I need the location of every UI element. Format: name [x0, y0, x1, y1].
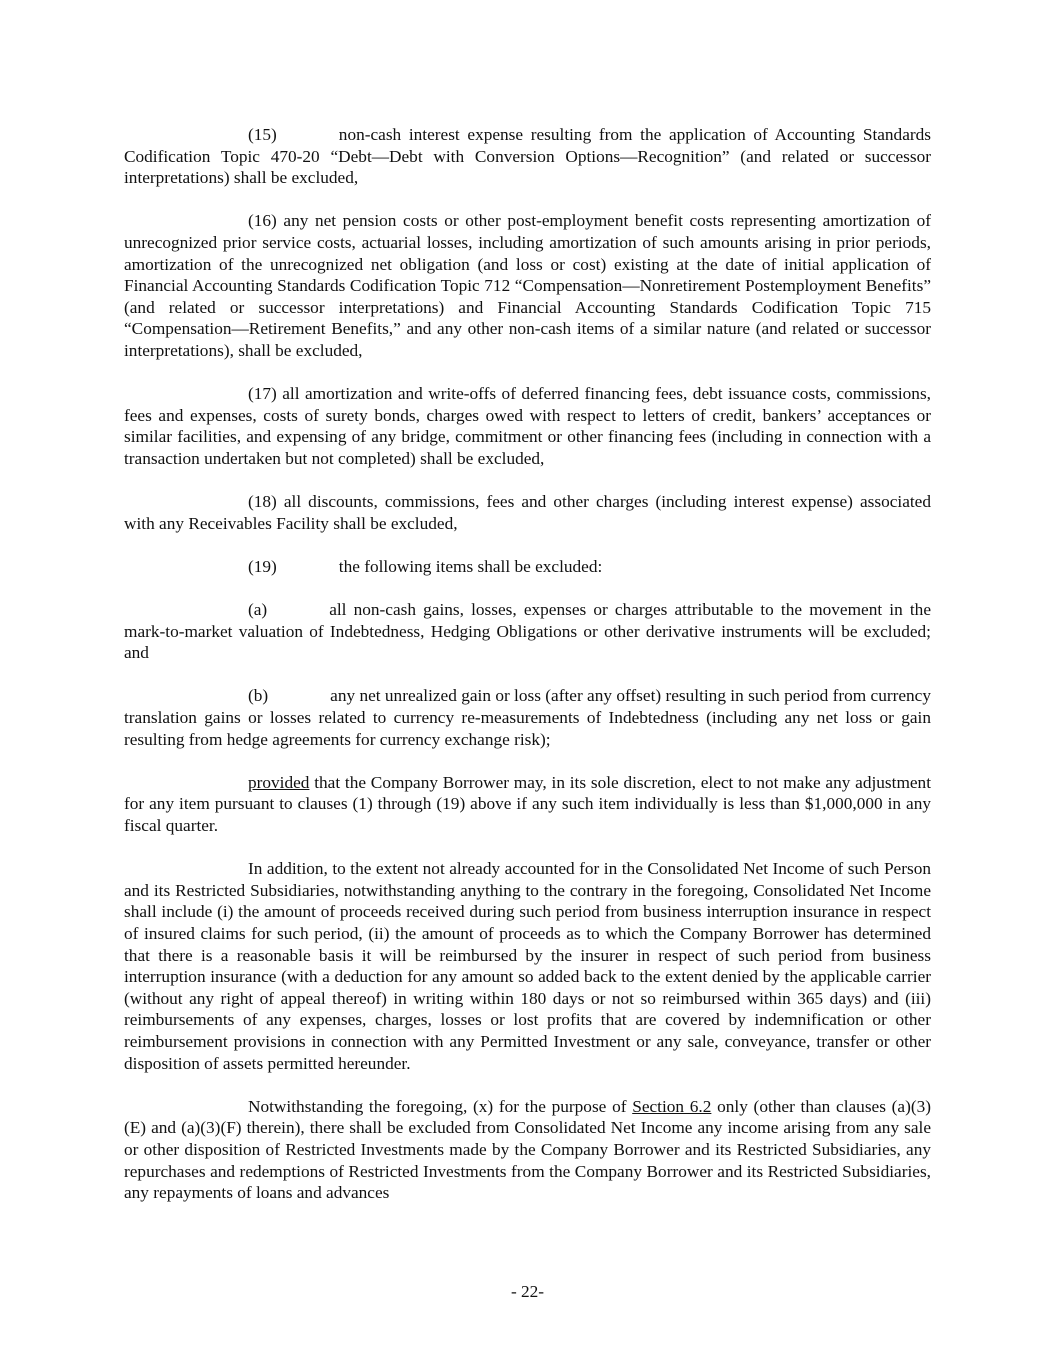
- clause-17: (17) all amortization and write-offs of deferred financing fees, debt issuance costs, commissions, fees and expenses, costs of surety bonds, charges owed with respect to letters of credit, bankers’ acceptances or similar facilities, and expensing of any bridge, commitment or other financing fees (including in connection with a transaction undertaken but not completed) shall be excluded,: [124, 384, 931, 468]
- subclause-a-label: (a): [248, 600, 268, 620]
- subclause-b-label: (b): [248, 686, 269, 706]
- clause-16: (16) any net pension costs or other post-employment benefit costs representing amortization of unrecognized prior service costs, actuarial losses, including amortization of such amounts arising in prior periods, amortization of the unrecognized net obligation (and loss or cost) existing at the date of initial application of Financial Accounting Standards Codification Topic 712 “Compensation—Nonretirement Postemployment Benefits” (and related or successor interpretations) and Financial Accounting Standards Codification Topic 715 “Compensation—Retirement Benefits,” and any other non-cash items of a similar nature (and related or successor interpretations), shall be excluded,: [124, 211, 931, 360]
- subclause-a-text: all non-cash gains, losses, expenses or charges attributable to the movement in the mark-to-market valuation of Indebtedness, Hedging Obligations or other derivative instruments will be excluded; and: [124, 600, 931, 663]
- clause-19-text: the following items shall be excluded:: [338, 556, 603, 576]
- section-reference-link[interactable]: Section 6.2: [632, 1096, 712, 1116]
- clause-19-number: (19): [248, 556, 277, 576]
- clause-15: [124, 124, 931, 189]
- page-number: - 22-: [510, 1282, 545, 1301]
- provided-term: provided: [248, 772, 310, 792]
- clause-18: (18) all discounts, commissions, fees and other charges (including interest expense) associated with any Receivables Facility shall be excluded,: [124, 492, 931, 533]
- clause-15-number: (15): [248, 125, 277, 144]
- notwithstanding-paragraph: [124, 1096, 931, 1204]
- notwithstanding-text-before: Notwithstanding the foregoing, (x) for the purpose of: [248, 1096, 633, 1116]
- clause-15-text: non-cash interest expense resulting from the application of Accounting Standards Codification Topic 470-20 “Debt—Debt with Conversion Options—Recognition” (and related or successor interpretations) shall be excluded,: [124, 125, 931, 188]
- document-body: [124, 124, 931, 1225]
- subclause-b-text: any net unrealized gain or loss (after any offset) resulting in such period from currency translation gains or losses related to currency re-measurements of Indebtedness (including any net loss or gain resulting from hedge agreements for currency exchange risk);: [124, 686, 931, 749]
- subclause-a: [124, 599, 931, 664]
- notwithstanding-text-after: only (other than clauses (a)(3)(E) and (a)(3)(F) therein), there shall be excluded from Consolidated Net Income any income arising from any sale or other disposition of Restricted Investments made by the Company Borrower and its Restricted Subsidiaries, any repurchases and redemptions of Restricted Investments from the Company Borrower and its Restricted Subsidiaries, any repayments of loans and advances: [124, 1096, 932, 1203]
- clause-19: [124, 556, 931, 578]
- proviso-paragraph: [124, 772, 931, 837]
- addition-paragraph: In addition, to the extent not already accounted for in the Consolidated Net Income of such Person and its Restricted Subsidiaries, notwithstanding anything to the contrary in the foregoing, Consolidated Net Income shall include (i) the amount of proceeds received during such period from business interruption insurance in respect of insured claims for such period, (ii) the amount of proceeds as to which the Company Borrower has determined that there is a reasonable basis it will be reimbursed by the insurer in respect of such period from business interruption insurance (with a deduction for any amount so added back to the extent denied by the applicable carrier (without any right of appeal thereof) in writing within 180 days or not so reimbursed within 365 days) and (iii) reimbursements of any expenses, charges, losses or lost profits that are covered by indemnification or other reimbursement provisions in connection with any Permitted Investment or any sale, conveyance, transfer or other disposition of assets permitted hereunder.: [124, 859, 931, 1073]
- subclause-b: [124, 685, 931, 750]
- proviso-text: that the Company Borrower may, in its sole discretion, elect to not make any adjustment for any item pursuant to clauses (1) through (19) above if any such item individually is less than $1,000,000 in any fiscal quarter.: [124, 772, 931, 835]
